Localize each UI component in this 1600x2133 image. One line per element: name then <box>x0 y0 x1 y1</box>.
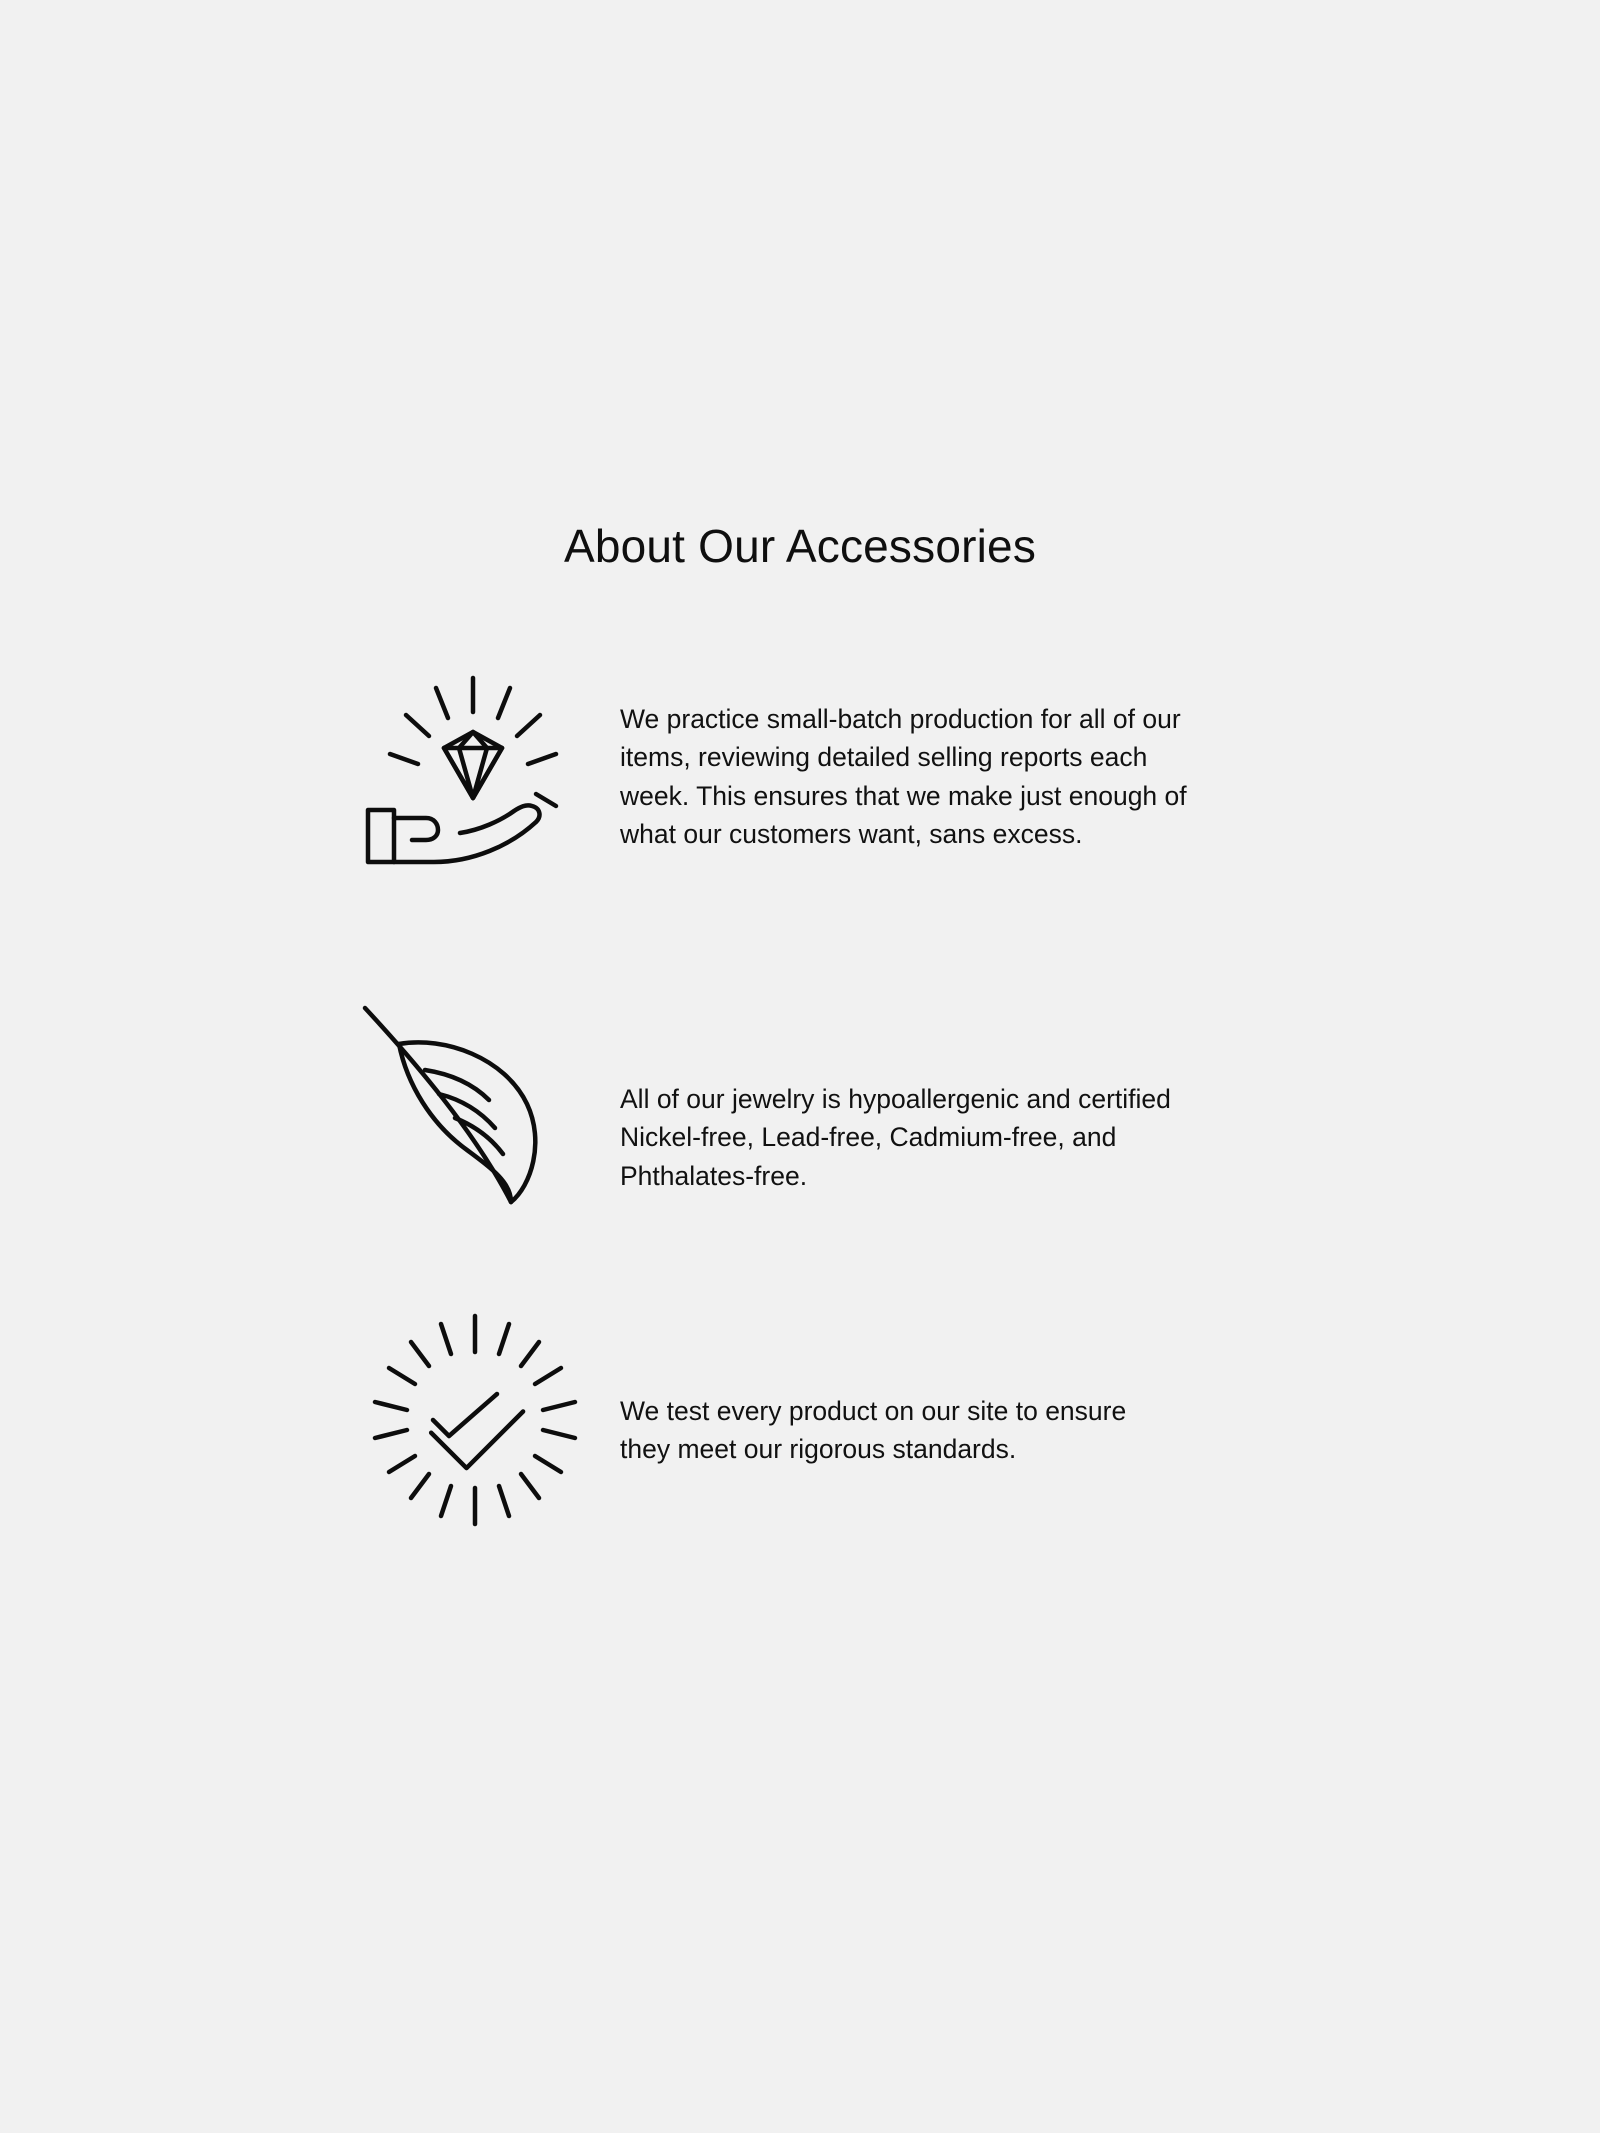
list-item <box>330 1000 1270 1230</box>
list-item <box>330 1310 1270 1530</box>
list-item <box>330 670 1270 900</box>
feather-icon <box>330 1000 620 1230</box>
page-title: About Our Accessories <box>563 519 1037 572</box>
feature-description: We test every product on our site to ensure they meet our rigorous standards. <box>620 1396 1127 1465</box>
feature-list <box>330 670 1270 1530</box>
shining-checkmark-icon <box>330 1310 620 1530</box>
feature-description: We practice small-batch production for all of our items, reviewing detailed selling reports each week. This ensures that we make just enough of what our customers want, sans excess. <box>620 704 1187 850</box>
feature-description: All of our jewelry is hypoallergenic and certified Nickel-free, Lead-free, Cadmium-free, and Phthalates-free. <box>620 1084 1171 1191</box>
hand-holding-diamond-icon <box>330 670 620 900</box>
